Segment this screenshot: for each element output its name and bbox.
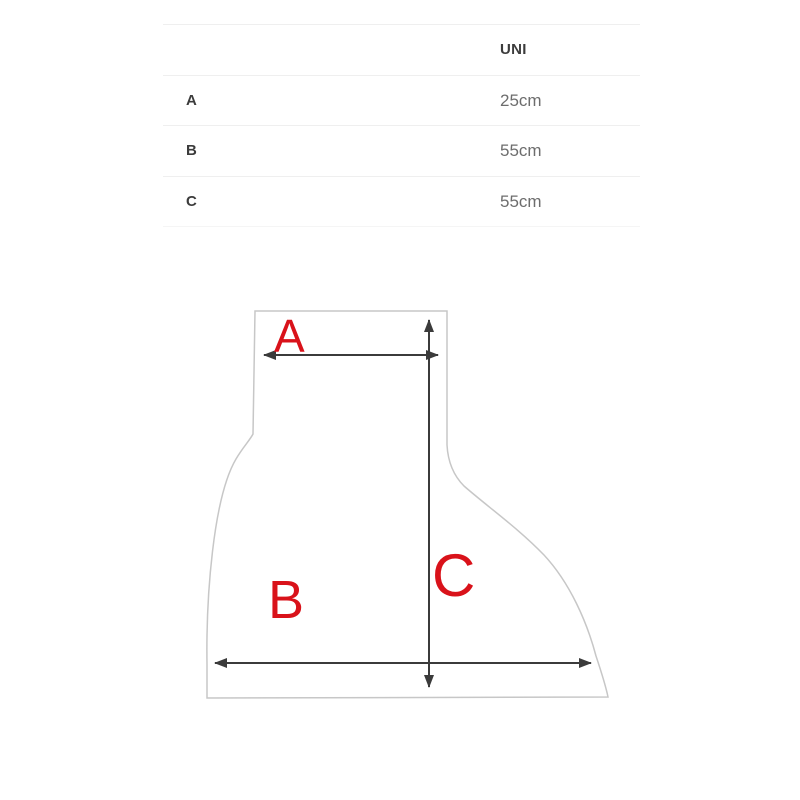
diagram-label-a: A (274, 310, 305, 362)
row-value: 55cm (500, 191, 542, 211)
row-value: 25cm (500, 90, 542, 110)
diagram-label-c: C (432, 542, 476, 609)
diagram-label-b: B (268, 570, 305, 630)
row-value: 55cm (500, 141, 542, 160)
row-label: C (186, 192, 198, 210)
garment-outline (207, 311, 608, 698)
unit-column-header: UNI (500, 41, 527, 58)
row-label: A (186, 91, 198, 109)
row-label: B (186, 142, 198, 159)
